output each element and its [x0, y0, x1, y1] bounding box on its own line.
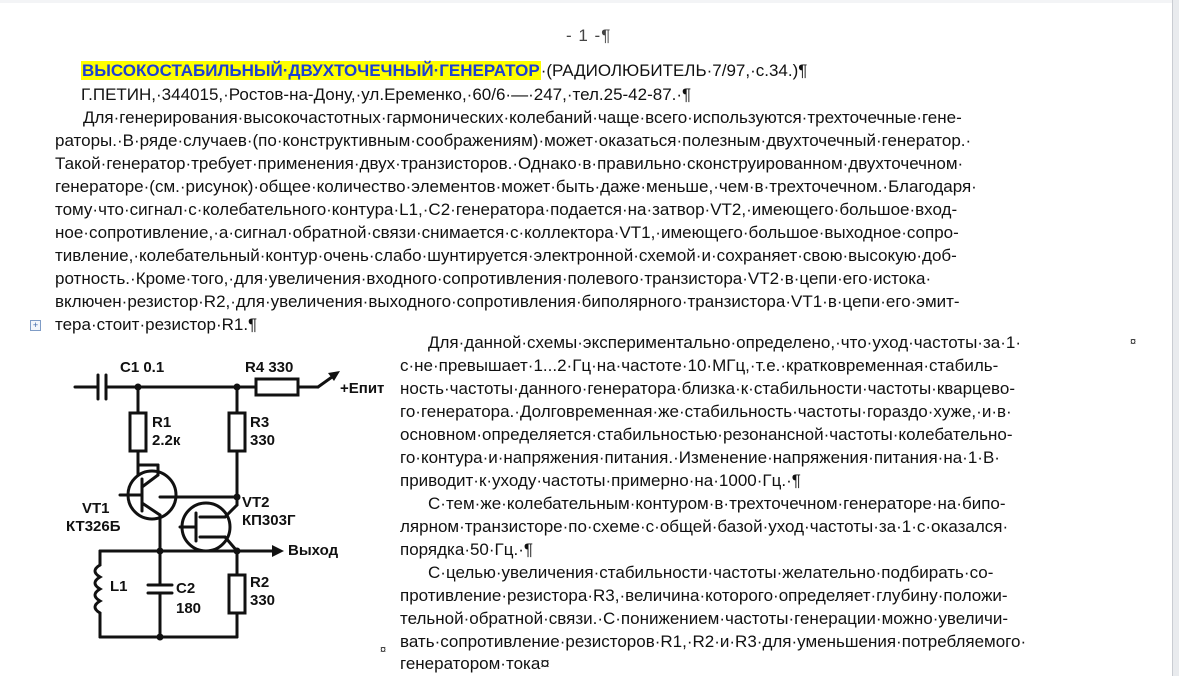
label-r2-value: 330	[250, 592, 276, 609]
label-output: Выход	[288, 542, 339, 559]
label-r2-name: R2	[250, 574, 270, 591]
cell-end-mark: ¤	[1130, 336, 1137, 348]
label-r4: R4 330	[245, 359, 294, 376]
label-r3-name: R3	[250, 414, 270, 431]
label-r3-value: 330	[250, 432, 276, 449]
right-column-line: С·целью·увеличения·стабильности·частоты·желательно·подбирать·со-	[428, 563, 994, 582]
intro-line: тера·стоит·резистор·R1.¶	[55, 315, 258, 334]
intro-line: включен·резистор·R2,·для·увеличения·выходного·сопротивления·биполярного·транзистора·VT1·в·цепи·его·эмит-	[55, 292, 960, 311]
intro-line: Для·генерирования·высокочастотных·гармонических·колебаний·чаще·всего·используются·трехточечные·гене-	[83, 108, 962, 127]
label-c2-value: 180	[176, 600, 202, 617]
article-source: ·(РАДИОЛЮБИТЕЛЬ·7/97,·с.34.)¶	[540, 61, 808, 80]
intro-line: генераторе·(см.·рисунок)·общее·количество·элементов·может·быть·даже·меньше,·чем·в·трехточечном.·Благодаря·	[55, 177, 977, 196]
right-column-line: вать·сопротивление·резисторов·R1,·R2·и·R3·для·уменьшения·потребляемого·	[400, 632, 1027, 651]
right-column-line: го·генератора.·Долговременная·же·стабильность·частоты·гораздо·хуже,·и·в·	[400, 402, 1012, 421]
right-column-line: тельной·обратной·связи.·С·понижением·частоты·генерации·можно·увеличи-	[400, 609, 1009, 628]
label-vt2-name: VT2	[242, 494, 270, 511]
label-c1: C1 0.1	[120, 359, 165, 376]
intro-line: ротность.·Кроме·того,·для·увеличения·входного·сопротивления·полевого·транзистора·VT2·в·цепи·его·истока·	[55, 269, 932, 288]
intro-line: Такой·генератор·требует·применения·двух·транзисторов.·Однако·в·правильно·сконструированном·двухточечном·	[55, 154, 964, 173]
intro-line: тому·что·сигнал·с·колебательного·контура·L1,·C2·генератора·подается·на·затвор·VT2,·имеющего·большое·вход-	[55, 200, 958, 219]
circuit-schematic	[60, 355, 410, 665]
right-column-line: порядка·50·Гц.·¶	[400, 540, 534, 559]
right-column-line: противление·резистора·R3,·величина·которого·определяет·глубину·положи-	[400, 586, 1008, 605]
right-column-line: генератором·тока¤	[400, 654, 550, 673]
label-supply: +Eпит	[340, 380, 385, 397]
label-vt1-type: КТ326Б	[66, 518, 121, 535]
intro-line: раторы.·В·ряде·случаев·(по·конструктивным·соображениям)·может·оказаться·полезным·двухточечный·генератор.·	[55, 131, 972, 150]
right-column-line: Для·данной·схемы·экспериментально·определено,·что·уход·частоты·за·1·	[428, 333, 1021, 352]
label-vt1-name: VT1	[82, 500, 110, 517]
right-column-line: приводит·к·уходу·частоты·примерно·на·1000·Гц.·¶	[400, 471, 801, 490]
author-line: Г.ПЕТИН,·344015,·Ростов-на-Дону,·ул.Еременко,·60/6·—·247,·тел.25-42-87.·¶	[81, 85, 692, 104]
right-column-line: лярном·транзисторе·по·схеме·с·общей·базой·уход·частоты·за·1·с·оказался·	[400, 517, 1009, 536]
intro-line: ное·сопротивление,·а·сигнал·обратной·связи·снимается·с·коллектора·VT1,·имеющего·большое·выходное·сопро-	[55, 223, 959, 242]
right-column-line: С·тем·же·колебательным·контуром·в·трехточечном·генераторе·на·бипо-	[428, 494, 1006, 513]
label-c2-name: C2	[176, 580, 196, 597]
page-top-edge	[0, 0, 1172, 3]
header-line	[81, 60, 807, 82]
label-l1: L1	[110, 578, 128, 595]
table-move-handle-icon[interactable]: +	[30, 320, 41, 331]
article-title: ВЫСОКОСТАБИЛЬНЫЙ·ДВУХТОЧЕЧНЫЙ·ГЕНЕРАТОР	[82, 61, 540, 80]
right-column-line: с·не·превышает·1...2·Гц·на·частоте·10·МГц,·т.е.·кратковременная·стабиль-	[400, 356, 999, 375]
label-r1-name: R1	[152, 414, 172, 431]
intro-line: тивление,·колебательный·контур·очень·слабо·шунтируется·электронной·схемой·и·сохраняет·свою·высокую·доб-	[55, 246, 957, 265]
cell-end-mark: ¤	[380, 644, 387, 656]
right-column-line: основном·определяется·стабильностью·резонансной·частоты·колебательно-	[400, 425, 1013, 444]
right-column-line: го·контура·и·напряжения·питания.·Изменение·напряжения·питания·на·1·В·	[400, 448, 1000, 467]
right-column-line: ность·частоты·данного·генератора·близка·к·стабильности·частоты·кварцево-	[400, 379, 1015, 398]
page-number: - 1 -¶	[566, 26, 612, 45]
label-vt2-type: КП303Г	[242, 512, 296, 529]
label-r1-value: 2.2к	[152, 432, 181, 449]
page-right-edge	[1172, 0, 1179, 676]
